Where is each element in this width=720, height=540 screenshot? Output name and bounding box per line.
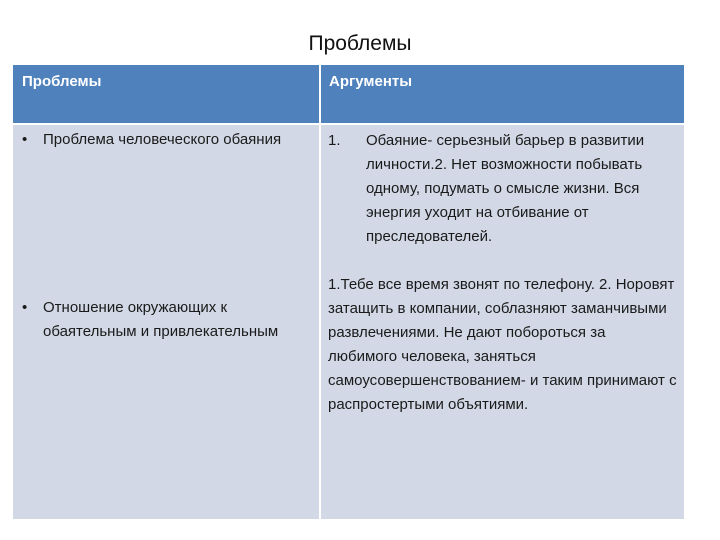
header-cell-problems (13, 65, 319, 124)
header-label-problems: Проблемы (22, 73, 102, 90)
column-divider (319, 65, 321, 519)
problems-table (13, 65, 684, 519)
argument-numbered-item (328, 129, 673, 249)
argument-plain-text: 1.Тебе все время звонят по телефону. 2. Норовят затащить в компании, соблазняют заманчивыми развлечениями. Не дают побороться за любимого человека, заняться самоусовершенствованием- и таким принимают с распростертыми объятиями. (328, 276, 677, 413)
header-cell-arguments (320, 65, 684, 124)
header-divider (13, 123, 684, 125)
problem-text: Отношение окружающих к обаятельным и привлекательным (43, 299, 279, 340)
header-label-arguments: Аргументы (329, 73, 413, 90)
problem-text: Проблема человеческого обаяния (43, 131, 282, 148)
argument-text: Обаяние- серьезный барьер в развитии личности.2. Нет возможности побывать одному, подумать о смысле жизни. Вся энергия уходит на отбивание от преследователей. (366, 132, 645, 245)
argument-number: 1. (328, 132, 341, 149)
problem-item (22, 296, 302, 344)
slide-title: Проблемы (308, 32, 412, 55)
bullet-icon: • (22, 299, 28, 316)
problem-item (22, 128, 302, 152)
bullet-icon: • (22, 131, 28, 148)
